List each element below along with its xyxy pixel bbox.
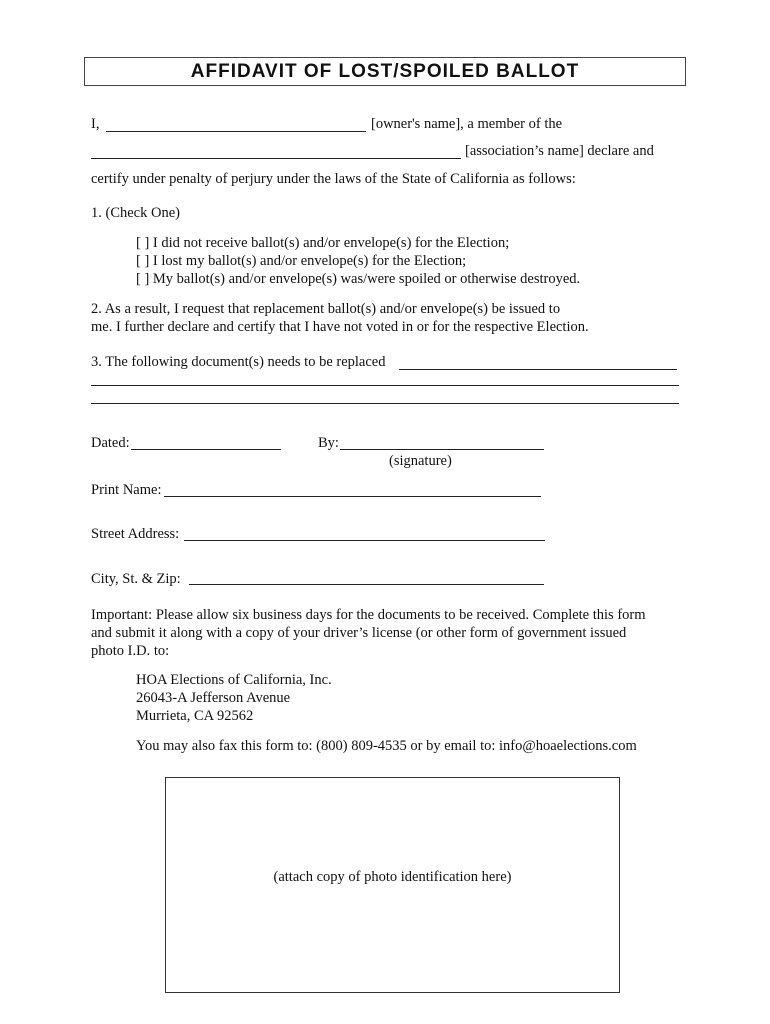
checkbox-option-spoiled[interactable]: [ ] My ballot(s) and/or envelope(s) was/were spoiled or otherwise destroyed. [136,271,581,287]
by-label: By: [318,435,339,451]
section3-label: 3. The following document(s) needs to be replaced [91,354,386,370]
important-line1: Important: Please allow six business days for the documents to be received. Complete this form [91,607,646,623]
signature-caption: (signature) [389,453,452,469]
checkbox-option-not-received[interactable]: [ ] I did not receive ballot(s) and/or envelope(s) for the Election; [136,235,510,251]
documents-field-line3[interactable] [91,403,679,404]
title-box [84,57,686,86]
address-city: Murrieta, CA 92562 [136,708,254,724]
owner-name-field[interactable] [106,131,366,132]
city-state-zip-field[interactable] [189,584,544,585]
important-line2: and submit it along with a copy of your driver’s license (or other form of government issued [91,625,627,641]
signature-field[interactable] [340,449,544,450]
page-title: AFFIDAVIT OF LOST/SPOILED BALLOT [190,61,580,82]
photo-id-attachment-box [165,777,620,993]
association-name-label: [association’s name] declare and [465,143,654,159]
intro-i-label: I, [91,116,100,132]
print-name-label: Print Name: [91,482,162,498]
fax-email-line: You may also fax this form to: (800) 809-4535 or by email to: info@hoaelections.com [136,738,637,754]
street-address-field[interactable] [184,540,545,541]
important-line3: photo I.D. to: [91,643,170,659]
address-street: 26043-A Jefferson Avenue [136,690,291,706]
owner-name-label: [owner's name], a member of the [371,116,563,132]
address-company: HOA Elections of California, Inc. [136,672,332,688]
certify-statement: certify under penalty of perjury under the laws of the State of California as follows: [91,171,576,187]
documents-field-line2[interactable] [91,385,679,386]
dated-label: Dated: [91,435,130,451]
section2-line2: me. I further declare and certify that I have not voted in or for the respective Election. [91,319,589,335]
dated-field[interactable] [131,449,281,450]
section1-heading: 1. (Check One) [91,205,180,221]
street-address-label: Street Address: [91,526,180,542]
section2-line1: 2. As a result, I request that replacement ballot(s) and/or envelope(s) be issued to [91,301,561,317]
photo-id-instruction: (attach copy of photo identification here) [273,869,512,885]
checkbox-option-lost[interactable]: [ ] I lost my ballot(s) and/or envelope(s) for the Election; [136,253,467,269]
print-name-field[interactable] [164,496,541,497]
association-name-field[interactable] [91,158,461,159]
city-state-zip-label: City, St. & Zip: [91,571,181,587]
documents-field-line1[interactable] [399,369,677,370]
